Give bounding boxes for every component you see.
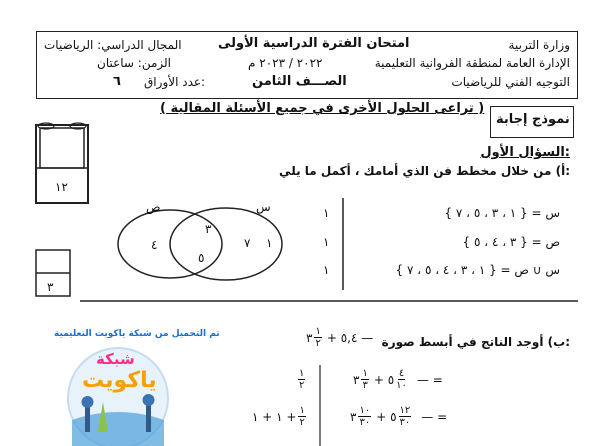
score-box-top (40, 128, 84, 168)
venn-right-only-b: ١ (266, 236, 273, 250)
solutions-note: ( تراعى الحلول الأخرى في جميع الأسئلة المقالية ) (160, 101, 485, 116)
directorate-text: الإدارة العامة لمنطقة الفروانية التعليمية (374, 56, 570, 70)
mark-line-3: ١ (323, 263, 330, 277)
duration-text: الزمن: ساعتان (97, 56, 171, 70)
logo-tower-left-ball (82, 396, 94, 408)
venn-right-only-a: ٧ (244, 236, 251, 250)
exam-title: امتحان الفترة الدراسية الأولى (218, 36, 410, 51)
venn-intersection-bottom: ٥ (198, 251, 205, 265)
venn-left-only: ٤ (151, 238, 158, 252)
part-b-title: ب) أوجد الناتج في أبسط صورة: (381, 335, 570, 349)
step1-expression: ٣ $\frac{١}{٣}$ + ٥ $\frac{٤}{١٠}$ — = (353, 368, 443, 391)
expr-whole: ٣ (306, 330, 313, 345)
venn-label-right: س (256, 200, 271, 214)
mark-line-1: ١ (323, 206, 330, 220)
step2-frac1: $\frac{١٠}{٣٠}$ (359, 405, 371, 428)
venn-intersection-top: ٣ (205, 222, 212, 236)
answer-model-label: نموذج إجابة (496, 112, 570, 127)
ministry-text: وزارة التربية (508, 38, 570, 52)
pages-value: ٦ (113, 74, 121, 89)
part-a-score: ٣ (47, 280, 54, 294)
expr-fraction: $\frac{١}{٢}$ (315, 326, 321, 349)
mark-line-2: ١ (323, 235, 330, 249)
guidance-text: التوجيه الفني للرياضيات (451, 75, 570, 89)
subject-text: المجال الدراسي: الرياضيات (44, 38, 182, 52)
logo-tower-right-ball (143, 394, 155, 406)
total-score: ١٢ (55, 180, 68, 194)
set-line-1: س = { ١ ، ٣ ، ٥ ، ٧ } (444, 206, 560, 220)
step1-mark: $\frac{١}{٢}$ (299, 368, 305, 391)
step1-frac1: $\frac{١}{٣}$ (362, 368, 368, 391)
pages-label: عدد الأوراق: (144, 75, 206, 89)
logo-brand-top: شبكة (96, 350, 135, 368)
set-line-2: ص = { ٣ ، ٤ ، ٥ } (462, 235, 560, 249)
part-b-expression (306, 326, 373, 349)
question1-title: السؤال الأول: (480, 145, 570, 160)
question1-part-a: أ) من خلال مخطط فن الذي أمامك ، أكمل ما يلي: (279, 164, 570, 178)
logo-brand-main: ياكويت (82, 368, 157, 393)
exam-year: ٢٠٢٢ / ٢٠٢٣ م (248, 56, 323, 70)
grade-text: الصـــف الثامن (252, 74, 347, 89)
step1-frac2: $\frac{٤}{١٠}$ (396, 368, 407, 391)
set-line-3: س ∪ ص = { ١ ، ٣ ، ٤ ، ٥ ، ٧ } (395, 263, 560, 277)
step2-expression: ٣ $\frac{١٠}{٣٠}$ + ٥ $\frac{١٢}{٣٠}$ — = (350, 405, 448, 428)
venn-label-left: ص (146, 200, 161, 214)
watermark-caption: تم التحميل من شبكة ياكويت التعليمية (54, 329, 220, 339)
step2-marks: ١ + ١ + $\frac{١}{٢}$ (252, 405, 305, 428)
expr-rest: + ٥,٤ — (326, 330, 374, 345)
step2-frac2: $\frac{١٢}{٣٠}$ (399, 405, 411, 428)
